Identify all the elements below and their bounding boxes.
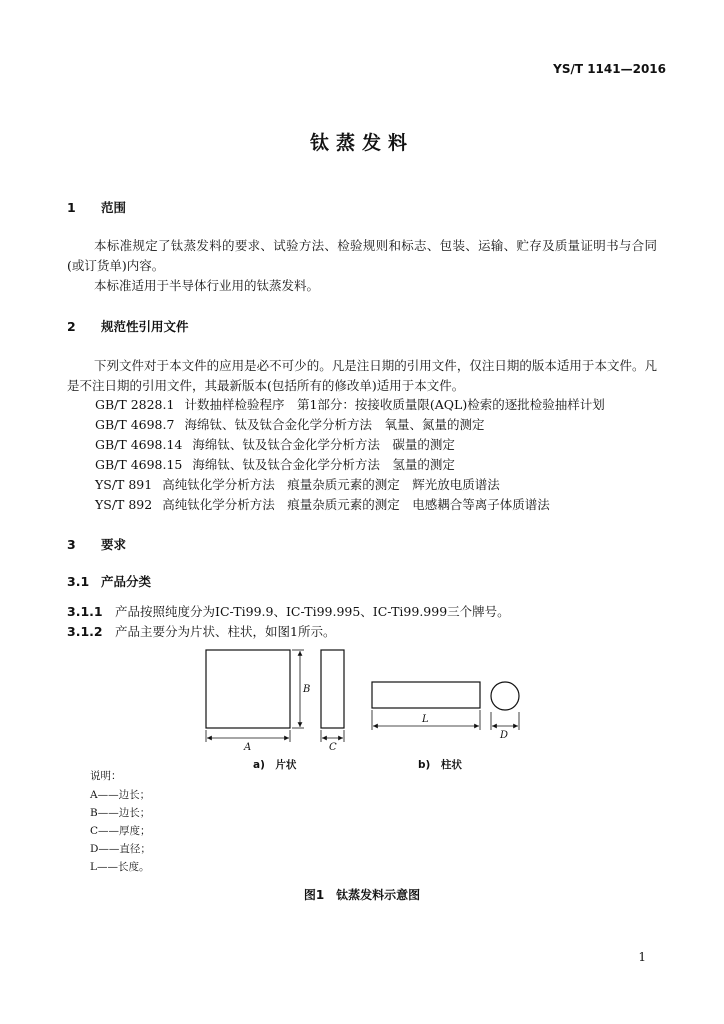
reference-item	[95, 395, 605, 413]
reference-item	[95, 415, 484, 433]
reference-item	[95, 475, 500, 493]
reference-code: GB/T 4698.7	[95, 417, 175, 432]
section-1-paragraph-2: 本标准适用于半导体行业用的钛蒸发料。	[94, 278, 320, 293]
dimension-a-label: A	[244, 742, 252, 753]
plate-side-shape	[321, 650, 344, 728]
page-number: 1	[638, 950, 646, 964]
dimension-c-label: C	[329, 742, 337, 753]
plate-face-shape	[206, 650, 290, 728]
legend-title: 说明：	[90, 770, 122, 782]
legend-item: L——长度。	[90, 861, 150, 873]
subsection-number: 3.1	[67, 574, 90, 589]
document-title: 钛蒸发料	[309, 132, 414, 154]
reference-title: 海绵钛、钛及钛合金化学分析方法 氢量的测定	[192, 457, 455, 472]
section-number: 3	[67, 537, 76, 552]
subsection-3-1-heading	[67, 572, 151, 590]
reference-title: 高纯钛化学分析方法 痕量杂质元素的测定 辉光放电质谱法	[162, 477, 500, 492]
column-end-shape	[491, 682, 519, 710]
reference-item	[95, 495, 550, 513]
legend-item: A——边长；	[90, 789, 151, 801]
reference-title: 计数抽样检验程序 第1部分：按接收质量限(AQL)检索的逐批检验抽样计划	[184, 397, 605, 412]
section-2-heading	[67, 317, 189, 335]
section-1-paragraph-1: 本标准规定了钛蒸发料的要求、试验方法、检验规则和标志、包装、运输、贮存及质量证明书与合同(或订货单)内容。	[67, 238, 657, 273]
section-title: 规范性引用文件	[101, 319, 189, 334]
reference-title: 高纯钛化学分析方法 痕量杂质元素的测定 电感耦合等离子体质谱法	[162, 497, 550, 512]
section-title: 范围	[101, 200, 127, 215]
subfigure-a-caption: a) 片状	[253, 759, 297, 771]
column-side-shape	[372, 682, 480, 708]
dimension-b-label: B	[303, 684, 311, 695]
reference-code: GB/T 2828.1	[95, 397, 175, 412]
section-2-intro: 下列文件对于本文件的应用是必不可少的。凡是注日期的引用文件，仅注日期的版本适用于本文件。凡是不注日期的引用文件，其最新版本(包括所有的修改单)适用于本文件。	[67, 358, 657, 393]
reference-title: 海绵钛、钛及钛合金化学分析方法 氧量、氮量的测定	[184, 417, 485, 432]
figure-caption: 图1 钛蒸发料示意图	[303, 888, 421, 902]
clause-number: 3.1.2	[67, 624, 103, 639]
clause-text: 产品按照纯度分为IC-Ti99.9、IC-Ti99.995、IC-Ti99.999三个牌号。	[115, 604, 510, 619]
reference-title: 海绵钛、钛及钛合金化学分析方法 碳量的测定	[192, 437, 455, 452]
clause-number: 3.1.1	[67, 604, 103, 619]
reference-code: YS/T 891	[95, 477, 153, 492]
reference-code: YS/T 892	[95, 497, 153, 512]
section-number: 1	[67, 200, 76, 215]
clause-3-1-1	[67, 602, 510, 620]
section-title: 要求	[101, 537, 127, 552]
reference-item	[95, 435, 455, 453]
figure-diagram	[0, 640, 724, 760]
legend-item: C——厚度；	[90, 825, 151, 837]
reference-code: GB/T 4698.14	[95, 437, 183, 452]
section-1-heading	[67, 198, 126, 216]
legend-item: D——直径；	[90, 843, 151, 855]
clause-text: 产品主要分为片状、柱状，如图1所示。	[115, 624, 336, 639]
dimension-l-label: L	[422, 714, 429, 725]
subsection-title: 产品分类	[101, 574, 152, 589]
reference-code: GB/T 4698.15	[95, 457, 183, 472]
reference-item	[95, 455, 455, 473]
section-number: 2	[67, 319, 76, 334]
legend-item: B——边长；	[90, 807, 151, 819]
dimension-d-label: D	[500, 730, 509, 741]
section-3-heading	[67, 535, 126, 553]
standard-number: YS/T 1141—2016	[553, 62, 666, 76]
subfigure-b-caption: b) 柱状	[418, 759, 462, 771]
clause-3-1-2	[67, 622, 335, 640]
